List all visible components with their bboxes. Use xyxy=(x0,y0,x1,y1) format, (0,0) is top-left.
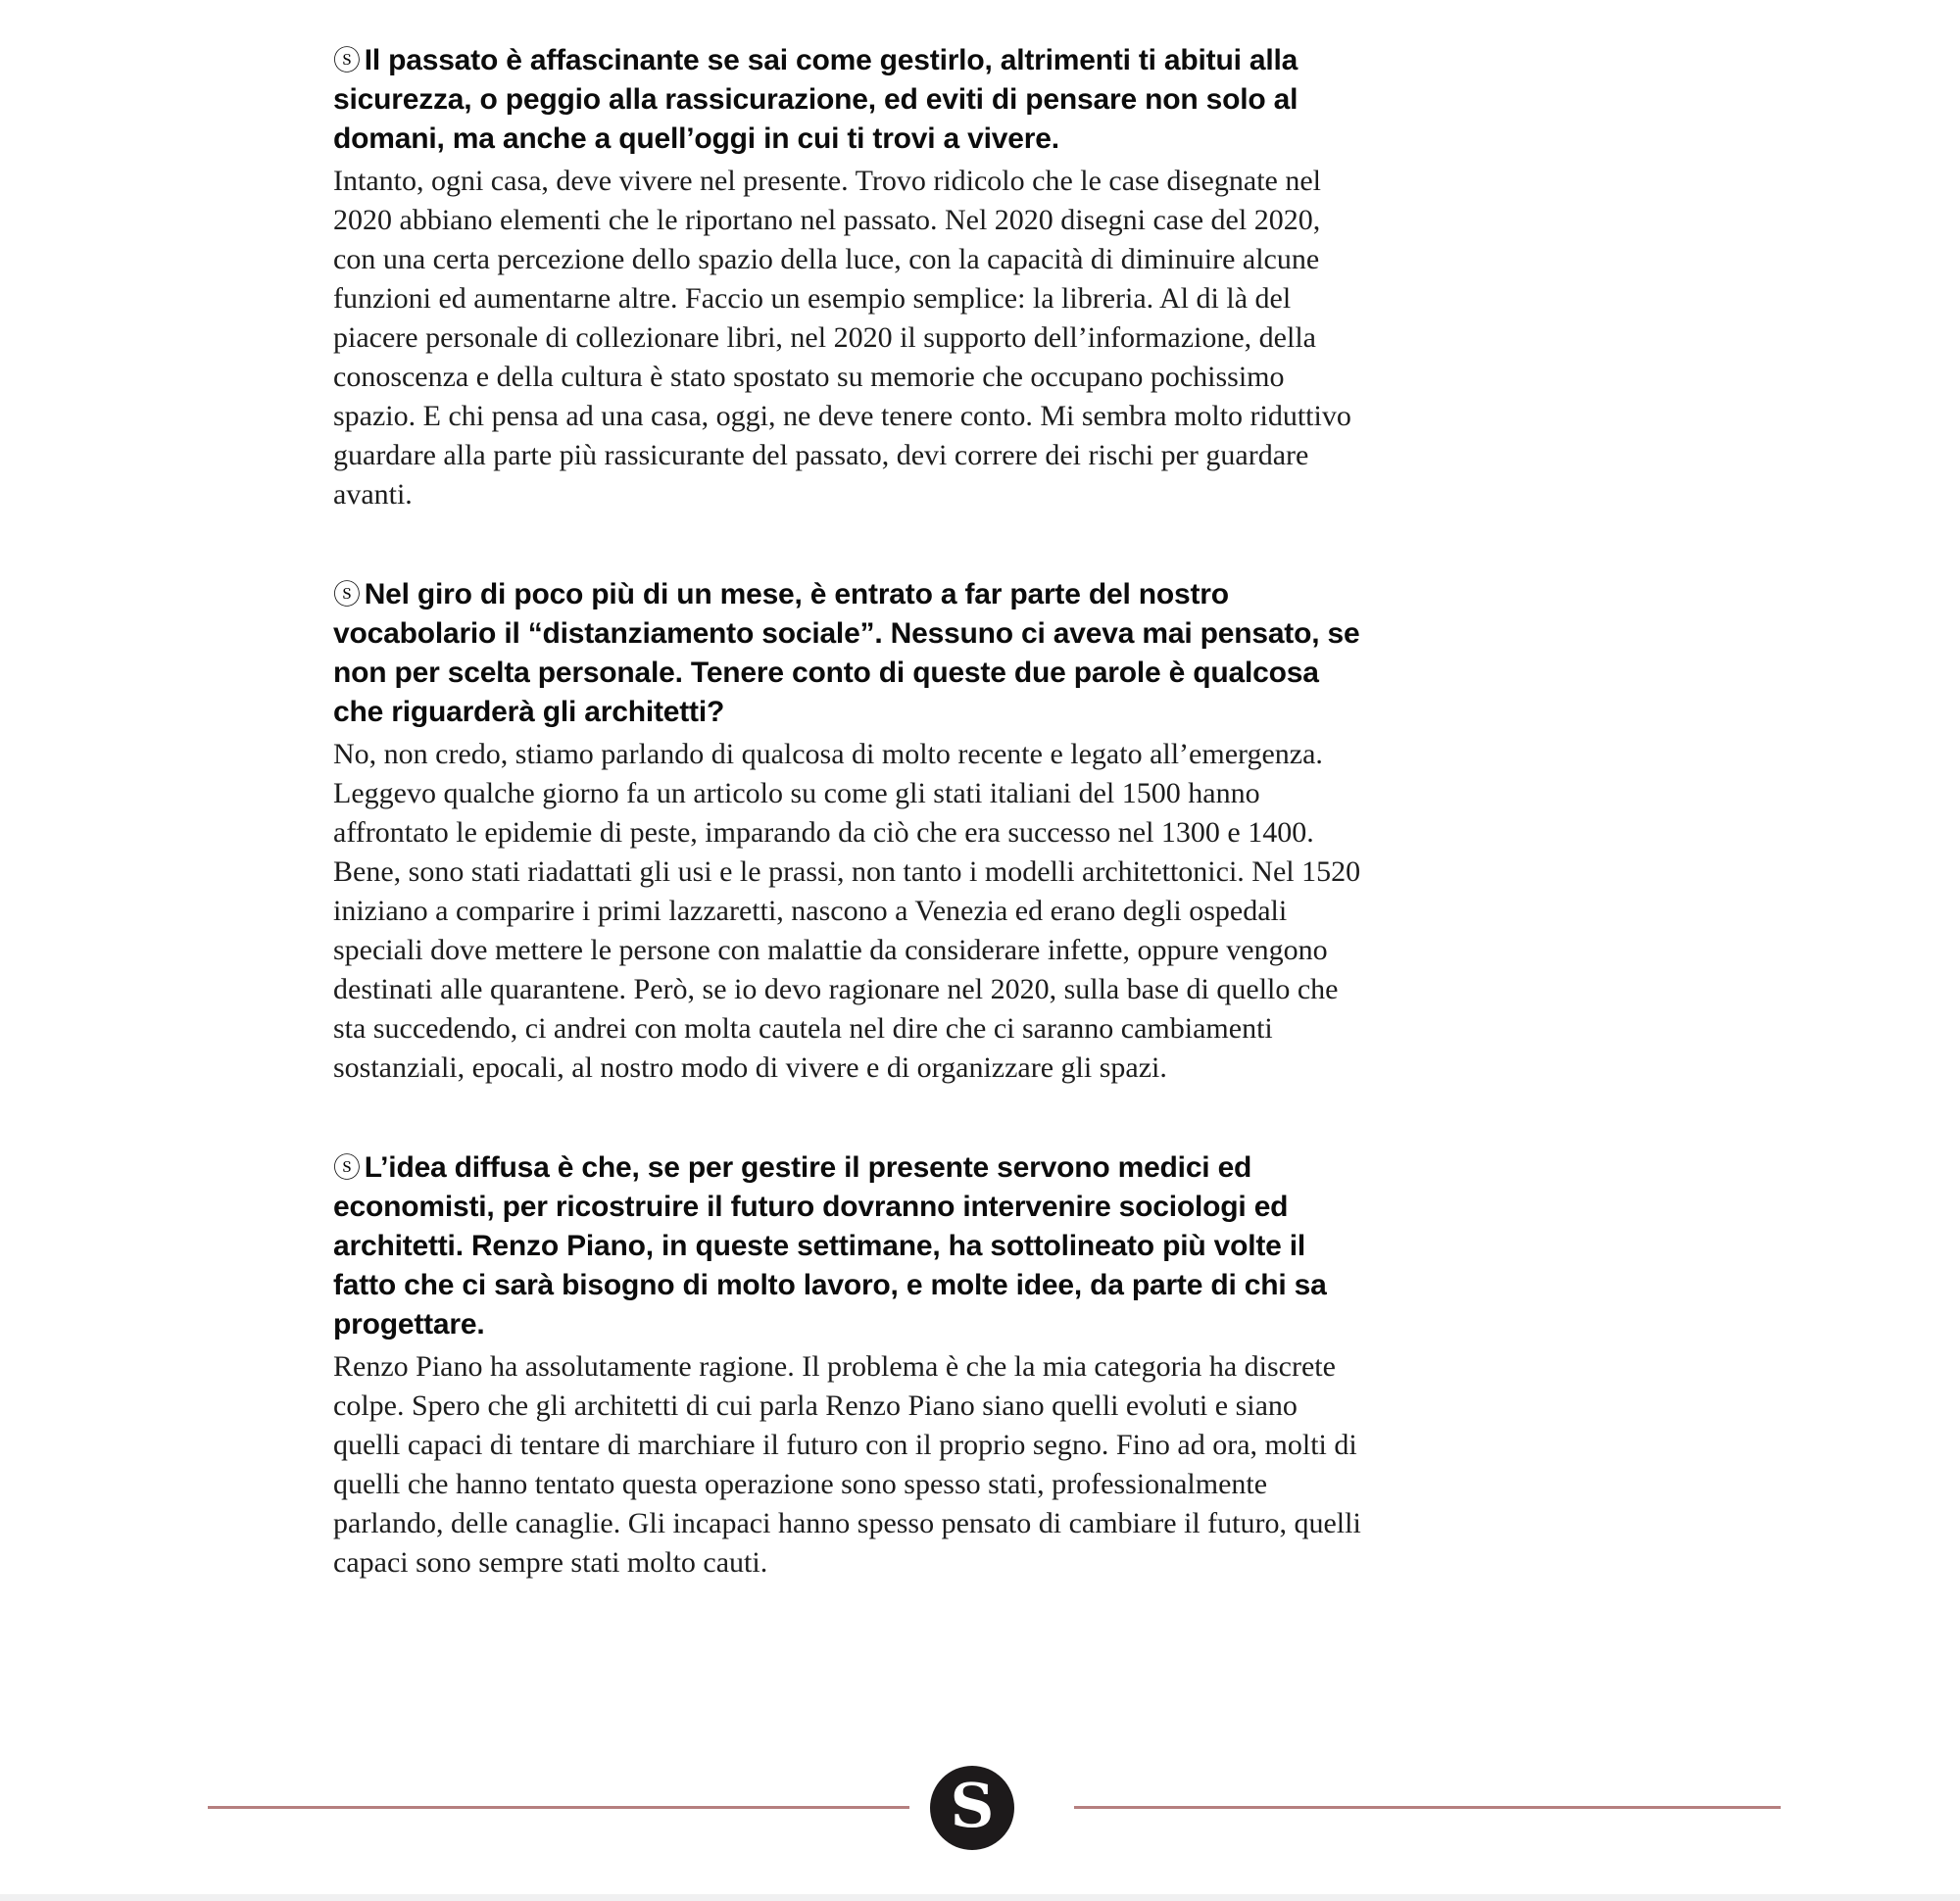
footer-right-rule xyxy=(1074,1806,1781,1809)
question-3 xyxy=(333,1148,1370,1344)
qa-section-2 xyxy=(333,575,1370,1088)
interviewer-s-icon: ⓢ xyxy=(333,1152,361,1183)
answer-2: No, non credo, stiamo parlando di qualcosa di molto recente e legato all’emergenza. Leggevo qualche giorno fa un articolo su come gli stati italiani del 1500 hanno affrontato le epidemie di peste, imparando da ciò che era successo nel 1300 e 1400. Bene, sono stati riadattati gli usi e le prassi, non tanto i modelli architettonici. Nel 1520 iniziano a comparire i primi lazzaretti, nascono a Venezia ed erano degli ospedali speciali dove mettere le persone con malattie da considerare infette, oppure vengono destinati alle quarantene. Però, se io devo ragionare nel 2020, sulla base di quello che sta succedendo, ci andrei con molta cautela nel dire che ci saranno cambiamenti sostanziali, epocali, al nostro modo di vivere e di organizzare gli spazi. xyxy=(333,738,1361,1084)
question-2 xyxy=(333,575,1370,732)
qa-section-1 xyxy=(333,41,1370,514)
qa-section-3 xyxy=(333,1148,1370,1583)
footer-left-rule xyxy=(208,1806,909,1809)
interviewer-s-icon: ⓢ xyxy=(333,45,361,75)
question-1 xyxy=(333,41,1370,159)
magazine-s-logo xyxy=(930,1766,1014,1850)
interviewer-s-icon: ⓢ xyxy=(333,579,361,609)
interview-content xyxy=(333,41,1370,1643)
answer-3: Renzo Piano ha assolutamente ragione. Il problema è che la mia categoria ha discrete colpe. Spero che gli architetti di cui parla Renzo Piano siano quelli evoluti e siano quelli capaci di tentare di marchiare il futuro con il proprio segno. Fino ad ora, molti di quelli che hanno tentato questa operazione sono spesso stati, professionalmente parlando, delle canaglie. Gli incapaci hanno spesso pensato di cambiare il futuro, quelli capaci sono sempre stati molto cauti. xyxy=(333,1350,1361,1579)
question-3-text: L’idea diffusa è che, se per gestire il presente servono medici ed economisti, per ricostruire il futuro dovranno intervenire sociologi ed architetti. Renzo Piano, in queste settimane, ha sottolineato più volte il fatto che ci sarà bisogno di molto lavoro, e molte idee, da parte di chi sa progettare. xyxy=(333,1151,1327,1340)
question-1-text: Il passato è affascinante se sai come gestirlo, altrimenti ti abitui alla sicurezza, o peggio alla rassicurazione, ed eviti di pensare non solo al domani, ma anche a quell’oggi in cui ti trovi a vivere. xyxy=(333,44,1298,155)
question-2-text: Nel giro di poco più di un mese, è entrato a far parte del nostro vocabolario il “distanziamento sociale”. Nessuno ci aveva mai pensato, se non per scelta personale. Tenere conto di queste due parole è qualcosa che riguarderà gli architetti? xyxy=(333,578,1360,728)
footer xyxy=(0,1764,1960,1854)
logo-letter: S xyxy=(950,1770,995,1841)
answer-1: Intanto, ogni casa, deve vivere nel presente. Trovo ridicolo che le case disegnate nel 2020 abbiano elementi che le riportano nel passato. Nel 2020 disegni case del 2020, con una certa percezione dello spazio della luce, con la capacità di diminuire alcune funzioni ed aumentarne altre. Faccio un esempio semplice: la libreria. Al di là del piacere personale di collezionare libri, nel 2020 il supporto dell’informazione, della conoscenza e della cultura è stato spostato su memorie che occupano pochissimo spazio. E chi pensa ad una casa, oggi, ne deve tenere conto. Mi sembra molto riduttivo guardare alla parte più rassicurante del passato, devi correre dei rischi per guardare avanti. xyxy=(333,165,1351,511)
bottom-page-edge xyxy=(0,1894,1960,1901)
